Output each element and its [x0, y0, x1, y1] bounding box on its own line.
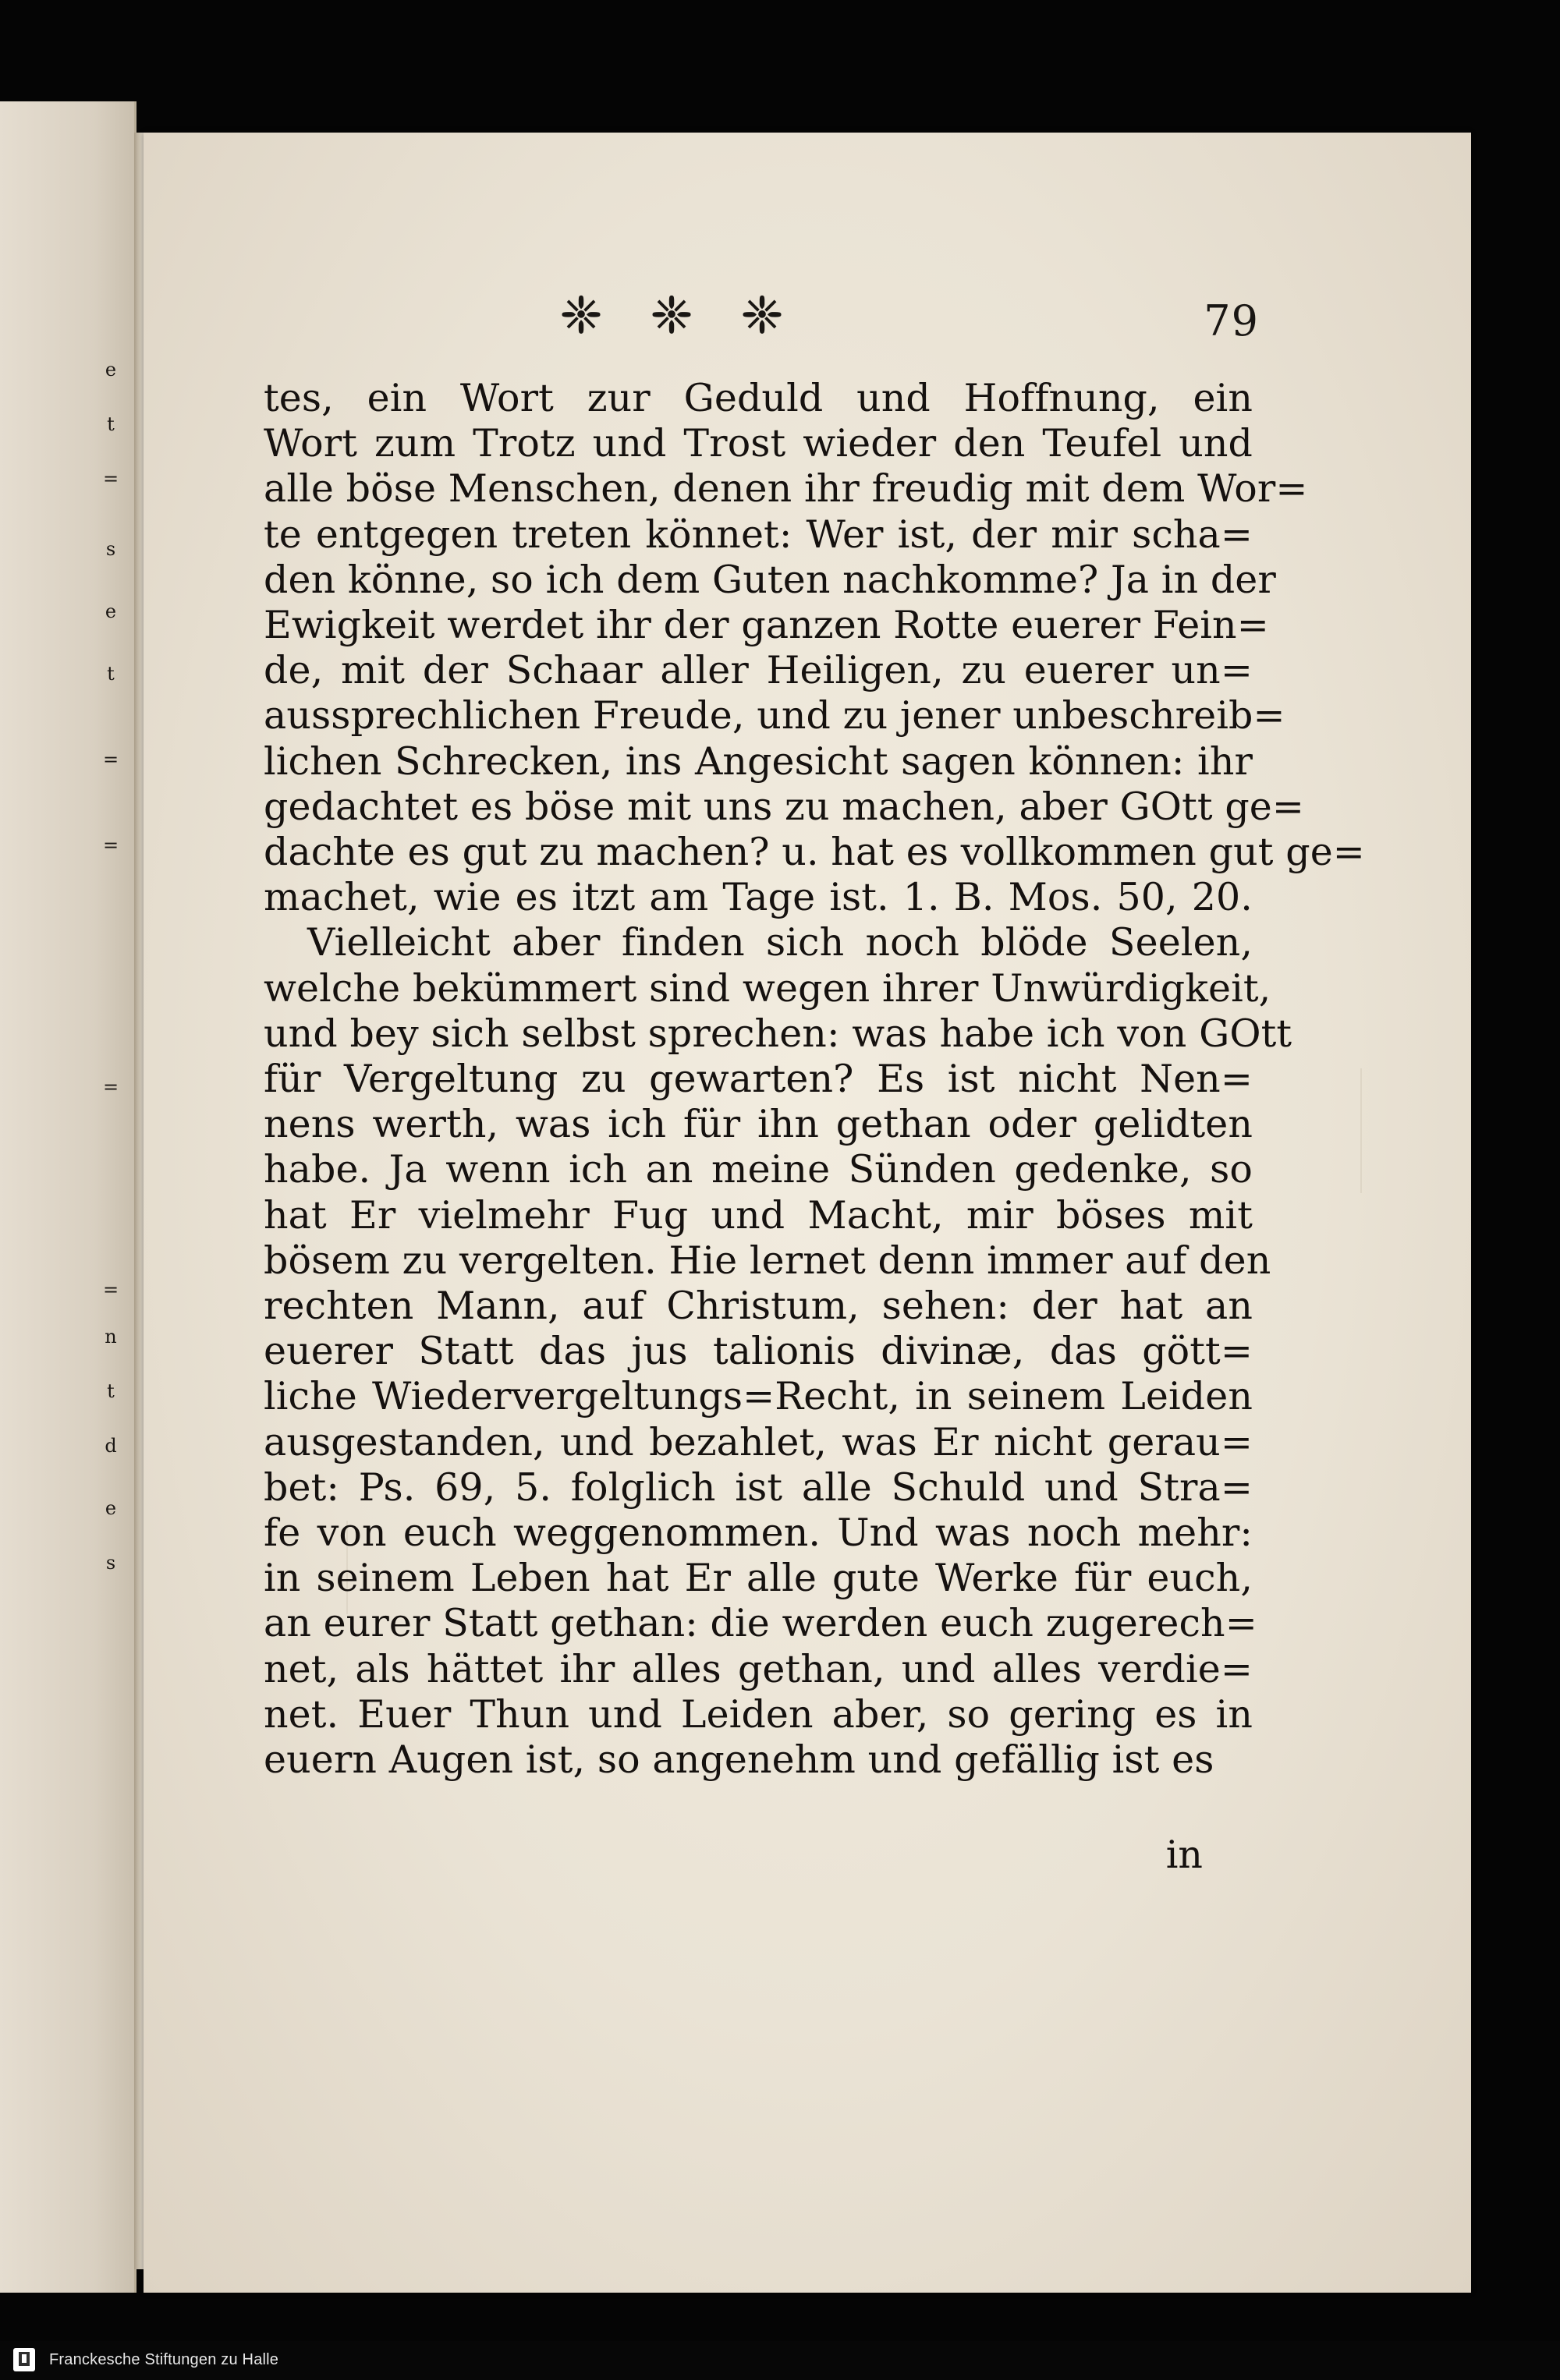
- text-line: fe von euch weggenommen. Und was noch mehr:: [264, 1511, 1253, 1556]
- text-line: machet, wie es itzt am Tage ist. 1. B. Mos. 50, 20.: [264, 875, 1253, 920]
- text-line: Ewigkeit werdet ihr der ganzen Rotte euerer Fein=: [264, 603, 1269, 648]
- institution-name: Franckesche Stiftungen zu Halle: [49, 2350, 279, 2368]
- left-page-fragment: e: [105, 600, 117, 622]
- flower-ornament-icon: ❈: [740, 285, 784, 345]
- text-line: in seinem Leben hat Er alle gute Werke für euch,: [264, 1556, 1253, 1601]
- text-line: bösem zu vergelten. Hie lernet denn immer auf den: [264, 1238, 1271, 1283]
- left-page-fragment: t: [107, 663, 115, 685]
- text-line: für Vergeltung zu gewarten? Es ist nicht Nen=: [264, 1057, 1253, 1102]
- left-page-fragment: e: [105, 1497, 117, 1519]
- text-line: bet: Ps. 69, 5. folglich ist alle Schuld und Stra=: [264, 1464, 1253, 1510]
- flower-ornament-icon: ❈: [559, 285, 603, 345]
- text-line: euerer Statt das jus talionis divinæ, das gött=: [264, 1329, 1253, 1374]
- text-line: den könne, so ich dem Guten nachkomme? Ja in der: [264, 557, 1276, 602]
- catchword: in: [1165, 1833, 1203, 1877]
- text-line: Wort zum Trotz und Trost wieder den Teufel und: [264, 421, 1253, 466]
- text-line: hat Er vielmehr Fug und Macht, mir böses mit: [264, 1192, 1253, 1238]
- left-page-fragment: s: [105, 1552, 116, 1574]
- text-line: euern Augen ist, so angenehm und gefällig ist es: [264, 1737, 1214, 1783]
- left-page-fragment: =: [103, 1279, 119, 1301]
- book-spine: [134, 133, 144, 2269]
- left-page-fragment: t: [107, 1380, 115, 1402]
- seal-icon: [9, 2345, 39, 2375]
- text-line: liche Wiedervergeltungs=Recht, in seinem Leiden: [264, 1374, 1253, 1419]
- scanned-page: [144, 133, 1471, 2293]
- text-line: alle böse Menschen, denen ihr freudig mit dem Wor=: [264, 466, 1308, 512]
- text-line: tes, ein Wort zur Geduld und Hoffnung, ein: [264, 376, 1253, 420]
- left-page-fragment: e: [105, 359, 117, 381]
- page-number: 79: [1204, 296, 1259, 345]
- page-text: [264, 376, 1365, 1783]
- text-line: dachte es gut zu machen? u. hat es vollkommen gut ge=: [264, 830, 1365, 875]
- text-line: te entgegen treten könnet: Wer ist, der mir scha=: [264, 512, 1253, 557]
- text-line: rechten Mann, auf Christum, sehen: der hat an: [264, 1284, 1253, 1329]
- paper-crease: [1360, 1068, 1362, 1193]
- text-line: ausgestanden, und bezahlet, was Er nicht gerau=: [264, 1419, 1253, 1464]
- text-line: lichen Schrecken, ins Angesicht sagen können: ihr: [264, 738, 1253, 784]
- library-credit: [9, 2345, 278, 2375]
- decorative-ornaments: [552, 285, 791, 345]
- left-page-fragment: =: [103, 468, 119, 490]
- left-page-fragment: =: [103, 1076, 119, 1098]
- text-line: habe. Ja wenn ich an meine Sünden gedenke, so: [264, 1147, 1253, 1192]
- text-line: aussprechlichen Freude, und zu jener unbeschreib=: [264, 693, 1285, 738]
- left-page-fragment: =: [103, 749, 119, 770]
- text-line: net, als hättet ihr alles gethan, und alles verdie=: [264, 1646, 1253, 1691]
- text-line: Vielleicht aber finden sich noch blöde Seelen,: [307, 920, 1253, 965]
- footer-bar: [0, 2341, 1560, 2380]
- left-page-fragment: d: [105, 1435, 117, 1457]
- page-header: [144, 285, 1471, 352]
- left-page-fragment: =: [103, 834, 119, 856]
- text-line: gedachtet es böse mit uns zu machen, aber GOtt ge=: [264, 784, 1305, 829]
- text-line: an eurer Statt gethan: die werden euch zugerech=: [264, 1601, 1257, 1646]
- text-line: welche bekümmert sind wegen ihrer Unwürdigkeit,: [264, 965, 1271, 1011]
- flower-ornament-icon: ❈: [650, 285, 693, 345]
- text-line: de, mit der Schaar aller Heiligen, zu euerer un=: [264, 648, 1253, 693]
- left-page-edge: [0, 101, 136, 2293]
- left-page-fragment: n: [105, 1326, 117, 1348]
- left-page-fragment: s: [105, 538, 116, 560]
- text-line: net. Euer Thun und Leiden aber, so gering es in: [264, 1691, 1253, 1737]
- text-line: und bey sich selbst sprechen: was habe ich von GOtt: [264, 1011, 1292, 1056]
- left-page-fragment: t: [107, 413, 115, 435]
- text-line: nens werth, was ich für ihn gethan oder gelidten: [264, 1102, 1253, 1147]
